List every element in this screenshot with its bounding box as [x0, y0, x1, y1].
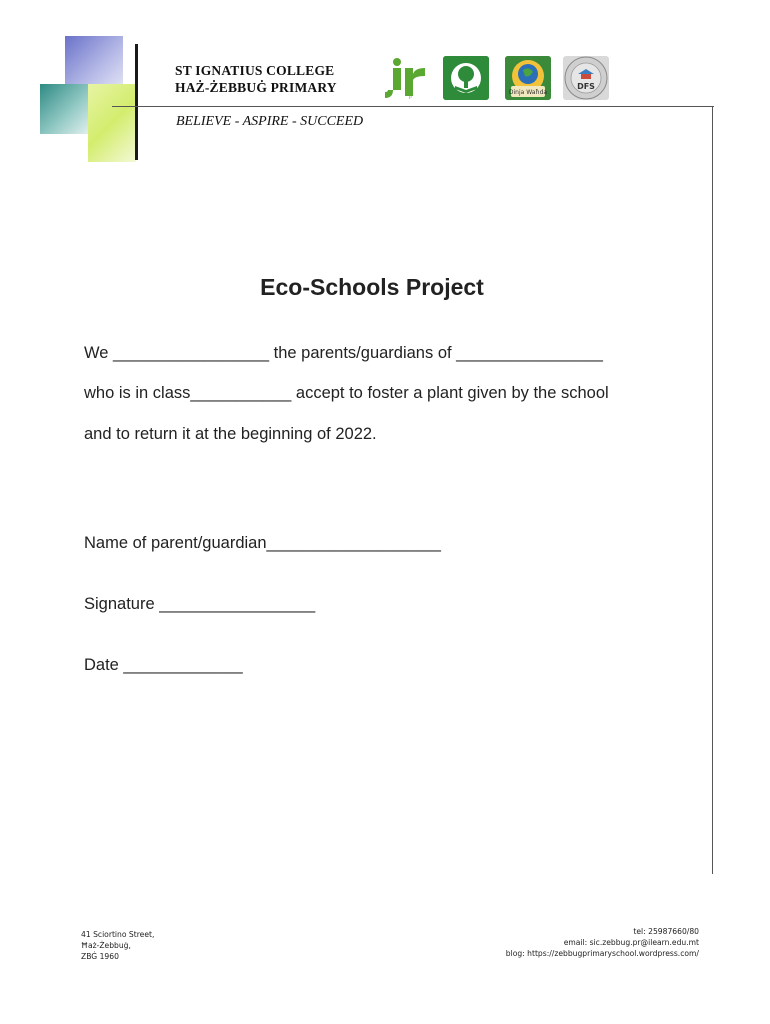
footer-contact — [450, 926, 699, 959]
school-motto: BELIEVE - ASPIRE - SUCCEED — [176, 114, 364, 129]
date-field: Date _____________ — [84, 656, 243, 674]
address-line-3: ZBĠ 1960 — [81, 952, 119, 961]
footer-email: email: sic.zebbug.pr@ilearn.edu.mt — [563, 938, 699, 947]
header-horizontal-rule — [112, 106, 714, 107]
page-right-border — [712, 106, 713, 874]
footer-tel: tel: 25987660/80 — [633, 927, 699, 936]
decorative-square-teal — [40, 84, 90, 134]
svg-text:DFS: DFS — [577, 82, 595, 91]
school-name-line1: ST IGNATIUS COLLEGE — [175, 63, 335, 78]
address-line-1: 41 Sciortino Street, — [81, 930, 155, 939]
consent-line-2: who is in class___________ accept to foster a plant given by the school — [84, 384, 609, 402]
footer-blog: blog: https://zebbugprimaryschool.wordpress.com/ — [505, 949, 699, 958]
jr-logo — [385, 56, 431, 100]
eco-schools-logo — [443, 56, 489, 100]
school-name — [175, 62, 337, 96]
address-line-2: Ħaż-Żebbuġ, — [81, 941, 131, 950]
footer-address — [81, 929, 154, 962]
svg-text:jr: jr — [409, 94, 413, 100]
consent-line-3: and to return it at the beginning of 2022. — [84, 425, 377, 443]
svg-text:Dinja Waħda: Dinja Waħda — [508, 89, 548, 96]
parent-name-field: Name of parent/guardian___________________ — [84, 534, 441, 552]
decorative-square-lime — [88, 84, 136, 162]
dinja-wahda-logo — [505, 56, 551, 100]
school-name-line2: HAŻ-ŻEBBUĠ PRIMARY — [175, 80, 337, 95]
dfs-logo — [563, 56, 609, 100]
signature-field: Signature _________________ — [84, 595, 316, 613]
document-title: Eco-Schools Project — [260, 274, 484, 300]
consent-line-1: We _________________ the parents/guardians of ________________ — [84, 344, 603, 362]
header-vertical-rule — [135, 44, 138, 160]
